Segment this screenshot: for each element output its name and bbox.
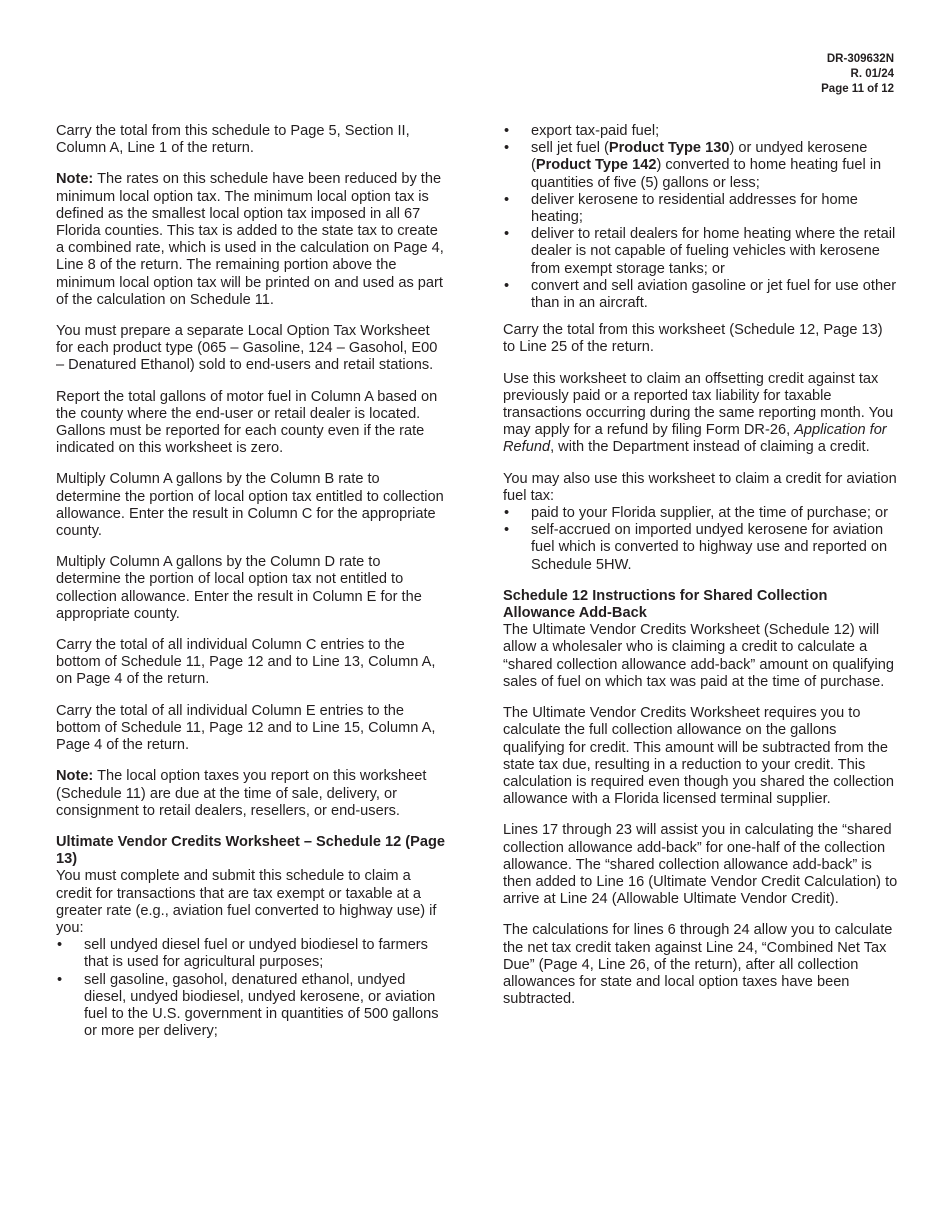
paragraph: Carry the total from this schedule to Page 5, Section II, Column A, Line 1 of the return. [56, 123, 410, 157]
list-item: • deliver to retail dealers for home heating where the retail dealer is not capable of fueling vehicles with kerosene from exempt storage tanks; or [503, 226, 898, 278]
note-text: The rates on this schedule have been reduced by the minimum local option tax. The minimum local option tax is defined as the smallest local option tax imposed in all 67 Florida counties. This tax is added to the state tax to create a combined rate, which is used in the calculation on Page 4, Line 8 of the return. The remaining portion above the minimum local option tax will be printed on and used as part of the calculation on Schedule 11. [56, 171, 444, 308]
list-item: • sell gasoline, gasohol, denatured ethanol, undyed diesel, undyed biodiesel, undyed kerosene, or aviation fuel to the U.S. government in quantities of 500 gallons or more per delivery; [56, 972, 448, 1041]
paragraph [503, 371, 898, 457]
list-item [503, 140, 898, 192]
paragraph: Multiply Column A gallons by the Column B rate to determine the portion of local option tax entitled to collection allowance. Enter the result in Column C for the appropriate county. [56, 471, 444, 540]
paragraph: You must prepare a separate Local Option Tax Worksheet for each product type (065 – Gasoline, 124 – Gasohol, E00 – Denatured Ethanol) sold to end-users and retail stations. [56, 323, 438, 374]
form-revision: R. 01/24 [850, 68, 894, 80]
paragraph: Carry the total of all individual Column E entries to the bottom of Schedule 11, Page 12 and to Line 15, Column A, Page 4 of the return. [56, 702, 436, 754]
form-number: DR-309632N [826, 53, 894, 65]
paragraph: Carry the total from this worksheet (Schedule 12, Page 13) to Line 25 of the return. [503, 322, 883, 356]
product-type-130: Product Type 130 [608, 140, 730, 157]
product-type-142: Product Type 142 [535, 157, 657, 174]
bullet-list [56, 937, 448, 1040]
page-number: Page 11 of 12 [821, 83, 894, 95]
paragraph: The Ultimate Vendor Credits Worksheet (Schedule 12) will allow a wholesaler who is claiming a credit to calculate a “shared collection allowance add-back” amount on qualifying sales of fuel on which tax was paid at the time of purchase. [503, 622, 895, 690]
section-heading: Ultimate Vendor Credits Worksheet – Schedule 12 (Page 13) [56, 833, 446, 868]
list-item: • paid to your Florida supplier, at the time of purchase; or [503, 505, 898, 522]
form-header [821, 52, 894, 97]
list-item-text: sell jet fuel ( [531, 140, 609, 157]
list-item-text: ) converted to home heating fuel in quantities of five (5) gallons or less; [531, 157, 882, 191]
paragraph: Report the total gallons of motor fuel in Column A based on the county where the end-user or retail dealer is located. Gallons must be reported for each county even if the rate indicated on this worksheet is zero. [56, 388, 438, 457]
list-item: • deliver kerosene to residential addresses for home heating; [503, 192, 898, 226]
bullet-list [503, 123, 898, 312]
paragraph-text: , with the Department instead of claiming a credit. [550, 439, 870, 456]
list-item: • convert and sell aviation gasoline or jet fuel for use other than in an aircraft. [503, 278, 898, 312]
paragraph: The calculations for lines 6 through 24 allow you to calculate the net tax credit taken against Line 24, “Combined Net Tax Due” (Page 4, Line 26, of the return), after all collection allowances for state and local option taxes have been subtracted. [503, 922, 893, 1008]
note-label: Note: [56, 171, 94, 188]
paragraph: Lines 17 through 23 will assist you in calculating the “shared collection allowance add-back” for one-half of the collection allowance. The “shared collection allowance add-back” is then added to Line 16 (Ultimate Vendor Credit Calculation) to arrive at Line 24 (Allowable Ultimate Vendor Credit). [503, 822, 898, 908]
note-paragraph [56, 171, 448, 309]
right-column [503, 123, 898, 1022]
paragraph: You must complete and submit this schedule to claim a credit for transactions that are tax exempt or taxable at a greater rate (e.g., aviation fuel converted to highway use) if you: [56, 868, 437, 936]
note-text: The local option taxes you report on this worksheet (Schedule 11) are due at the time of sale, delivery, or consignment to retail dealers, resellers, or end-users. [56, 768, 427, 819]
paragraph: You may also use this worksheet to claim a credit for aviation fuel tax: [503, 470, 897, 504]
paragraph-text: Use this worksheet to claim an offsetting credit against tax previously paid or a reported tax liability for taxable transactions occurring during the same reporting month. You may apply for a refund by filing Form DR-26, [503, 370, 894, 439]
list-item: • sell undyed diesel fuel or undyed biodiesel to farmers that is used for agricultural purposes; [56, 937, 448, 971]
list-item: • export tax-paid fuel; [503, 123, 898, 140]
paragraph: The Ultimate Vendor Credits Worksheet requires you to calculate the full collection allowance on the gallons qualifying for credit. This amount will be subtracted from the state tax due, resulting in a reduction to your credit. This calculation is required even though you shared the collection allowance with a Florida licensed terminal supplier. [503, 705, 895, 808]
note-label: Note: [56, 768, 94, 785]
note-paragraph [56, 768, 448, 820]
list-item-text: ) or undyed kerosene ( [531, 140, 868, 174]
section-heading: Schedule 12 Instructions for Shared Collection Allowance Add-Back [503, 587, 828, 622]
form-title-italic: Application for Refund [503, 422, 887, 456]
paragraph: Carry the total of all individual Column C entries to the bottom of Schedule 11, Page 12 and to Line 13, Column A, on Page 4 of the return. [56, 637, 436, 688]
left-column [56, 123, 448, 1040]
paragraph: Multiply Column A gallons by the Column D rate to determine the portion of local option tax not entitled to collection allowance. Enter the result in Column E for the appropriate county. [56, 554, 422, 622]
bullet-list [503, 505, 898, 574]
list-item: • self-accrued on imported undyed kerosene for aviation fuel which is converted to highway use and reported on Schedule 5HW. [503, 522, 898, 574]
